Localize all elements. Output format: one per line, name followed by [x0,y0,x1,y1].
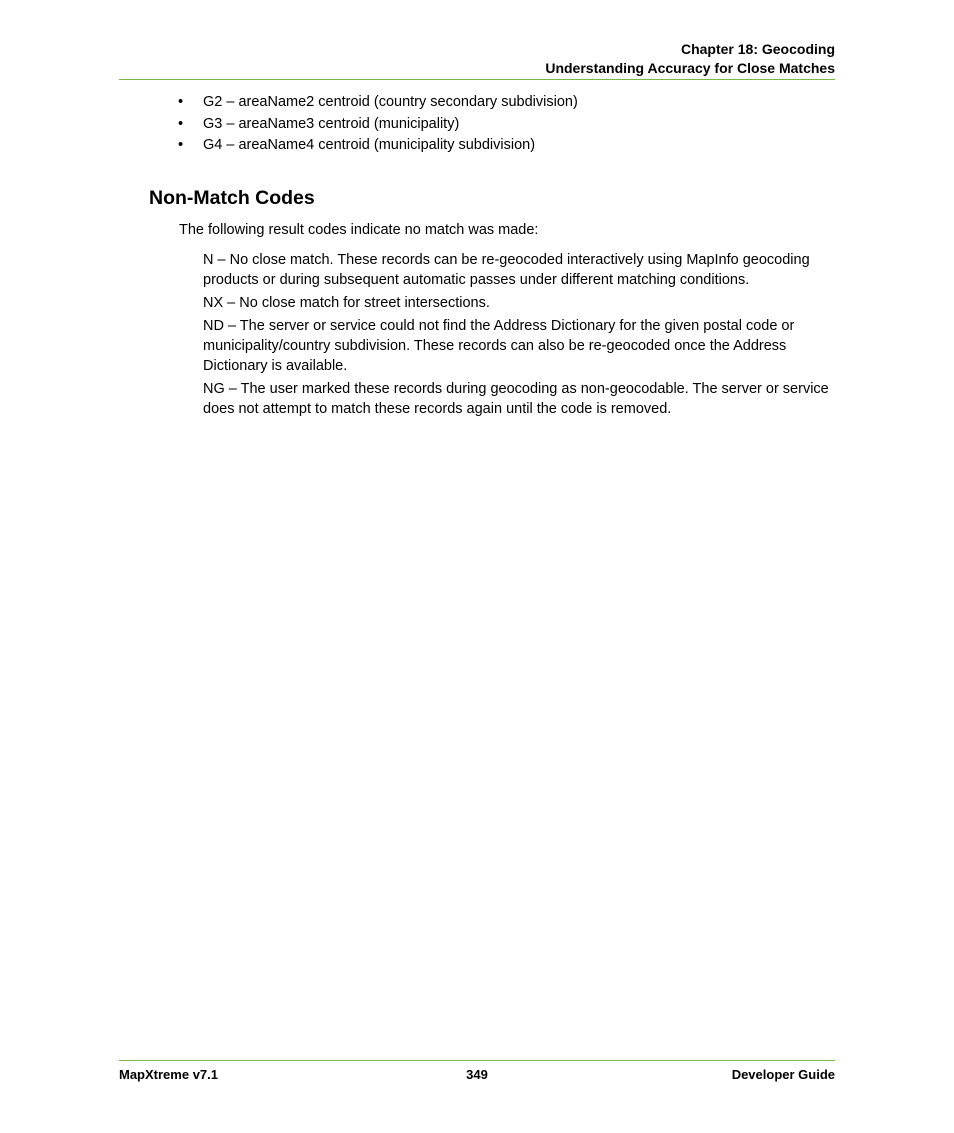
section-heading: Non-Match Codes [149,187,315,209]
footer-product: MapXtreme v7.1 [119,1067,218,1082]
bullet-list [178,92,578,157]
bullet-icon: • [178,115,184,132]
code-definition-ng: NG – The user marked these records during geocoding as non-geocodable. The server or service does not attempt to match these records again until the code is removed. [203,381,829,417]
page-number: 349 [466,1067,488,1082]
footer-guide: Developer Guide [731,1067,835,1082]
list-item [178,92,578,114]
list-item [178,135,578,157]
list-item-text: G3 – areaName3 centroid (municipality) [203,115,460,132]
bullet-icon: • [178,94,184,110]
chapter-title: Chapter 18: Geocoding [680,41,835,57]
footer-divider [119,1060,835,1061]
list-item [178,114,578,136]
intro-paragraph: The following result codes indicate no match was made: [179,222,539,238]
section-title: Understanding Accuracy for Close Matches [545,60,835,76]
bullet-icon: • [178,137,184,153]
code-definitions [203,250,835,422]
header-divider [119,79,835,80]
code-definition-n: N – No close match. These records can be re-geocoded interactively using MapInfo geocoding products or during subsequent automatic passes under different matching conditions. [203,252,810,288]
code-definition-nx: NX – No close match for street intersections. [203,295,490,311]
page-footer [119,1066,835,1084]
page-header [119,40,835,78]
list-item-text: G2 – areaName2 centroid (country secondary subdivision) [203,94,578,110]
code-definition-nd: ND – The server or service could not find the Address Dictionary for the given postal code or municipality/country subdivision. These records can also be re-geocoded once the Address Dictionary is available. [203,318,795,374]
list-item-text: G4 – areaName4 centroid (municipality subdivision) [203,137,536,153]
